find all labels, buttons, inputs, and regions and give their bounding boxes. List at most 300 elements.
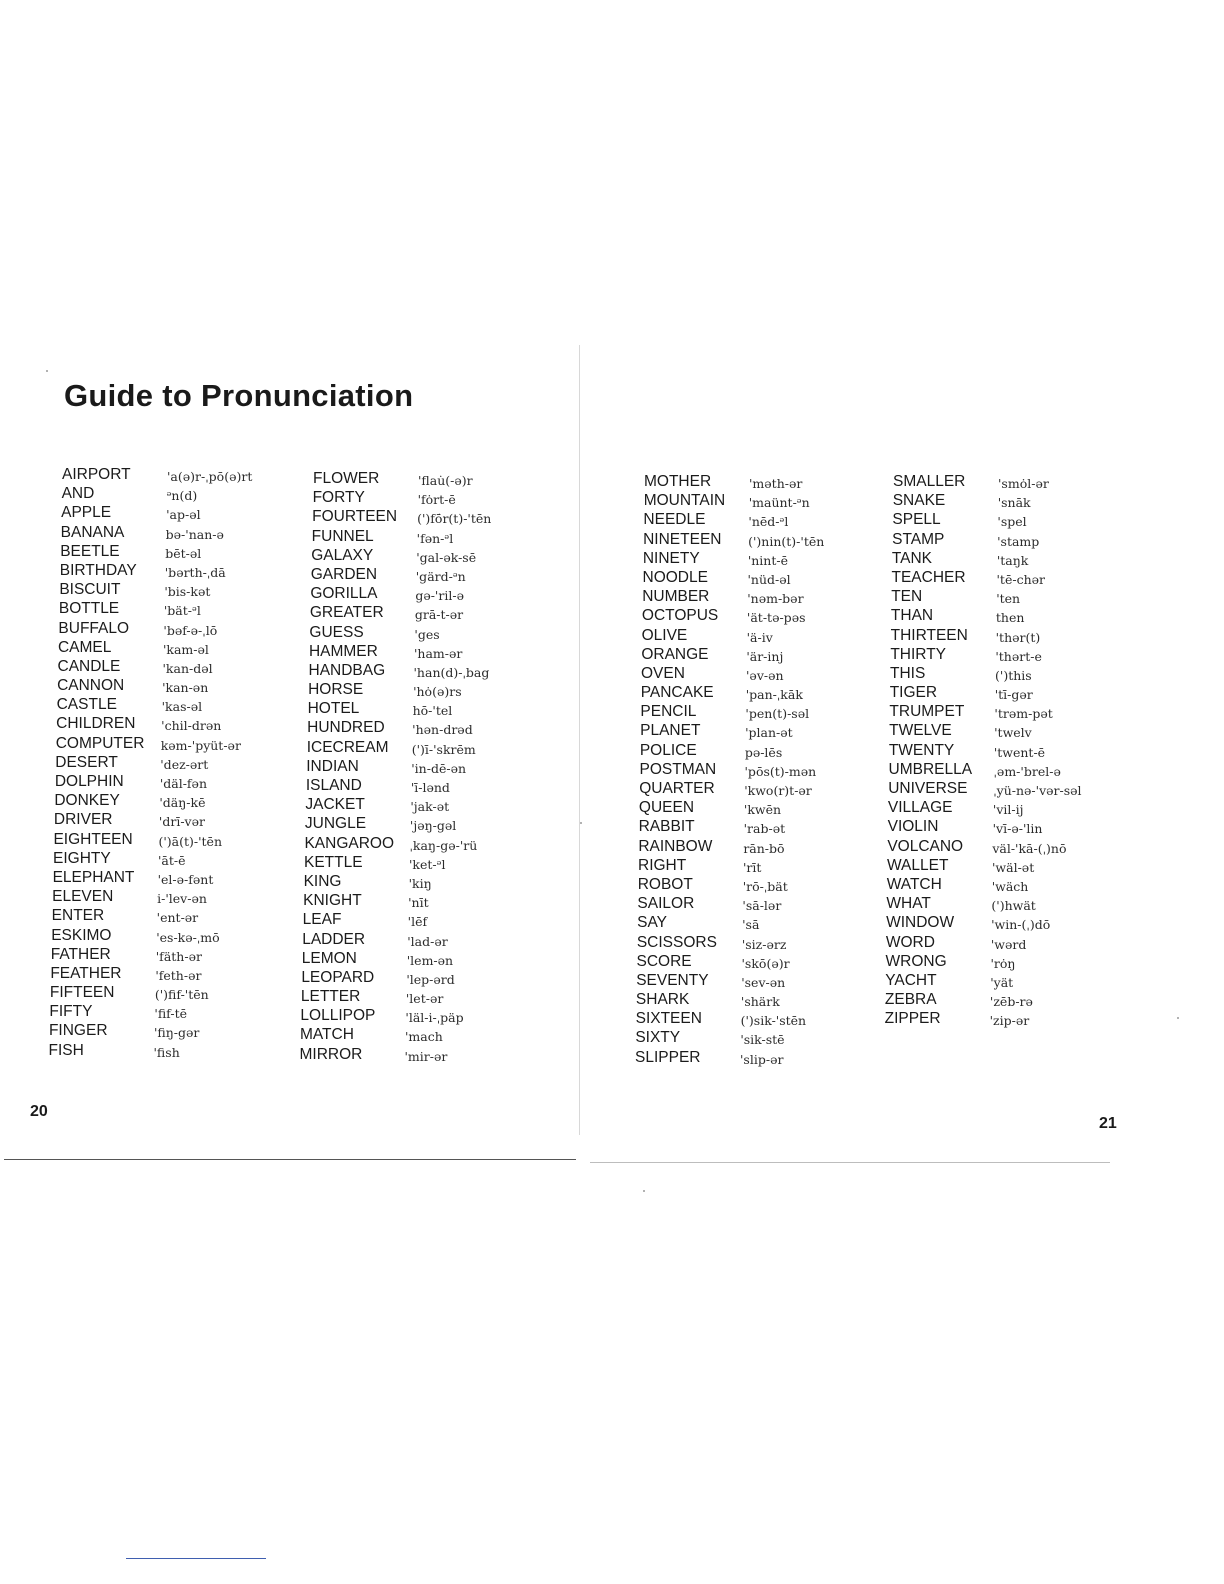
word-entry bbox=[300, 1025, 573, 1044]
entry-pronunciation: 'kan-dəl bbox=[162, 660, 213, 676]
entry-pronunciation: 'rȯŋ bbox=[990, 955, 1016, 971]
entry-pronunciation: 'läl-i-ˌpäp bbox=[405, 1010, 464, 1026]
entry-word: VILLAGE bbox=[887, 799, 953, 817]
word-entry bbox=[888, 779, 1153, 798]
word-entry bbox=[642, 587, 904, 606]
entry-pronunciation: bə-'nan-ə bbox=[165, 526, 224, 542]
entry-pronunciation: 'mach bbox=[404, 1029, 443, 1045]
entry-pronunciation: 'win-(ˌ)dō bbox=[991, 917, 1051, 933]
word-entry bbox=[52, 906, 322, 925]
entry-word: KNIGHT bbox=[303, 892, 362, 910]
word-entry bbox=[304, 834, 573, 853]
entry-pronunciation: 'ten bbox=[996, 591, 1021, 607]
entry-word: PENCIL bbox=[640, 703, 697, 721]
entry-word: RAINBOW bbox=[638, 837, 713, 855]
entry-word: FUNNEL bbox=[311, 527, 374, 545]
entry-word: CASTLE bbox=[56, 696, 117, 714]
word-entry bbox=[885, 971, 1153, 990]
entry-pronunciation: 'jəŋ-gəl bbox=[409, 818, 457, 834]
word-entry bbox=[639, 817, 904, 836]
entry-pronunciation: 'nəm-bər bbox=[747, 591, 804, 607]
word-entry bbox=[300, 1045, 574, 1064]
entry-word: OLIVE bbox=[641, 626, 688, 644]
entry-pronunciation: 'wäl-ət bbox=[992, 859, 1035, 875]
word-entry bbox=[635, 1048, 904, 1067]
word-entry bbox=[890, 645, 1153, 664]
entry-word: EIGHTEEN bbox=[53, 830, 133, 848]
entry-word: SAILOR bbox=[637, 895, 695, 913]
entry-pronunciation: 'āt-ē bbox=[158, 852, 186, 868]
word-entry bbox=[889, 760, 1154, 779]
entry-pronunciation: 'slip-ər bbox=[740, 1051, 784, 1067]
entry-word: DONKEY bbox=[54, 792, 120, 810]
entry-word: THIRTY bbox=[890, 645, 947, 663]
word-entry bbox=[312, 507, 573, 526]
word-entry bbox=[889, 721, 1153, 740]
entry-word: QUEEN bbox=[638, 799, 695, 817]
entry-pronunciation: 'taŋk bbox=[996, 552, 1029, 568]
entry-word: AND bbox=[61, 485, 95, 503]
word-entry bbox=[301, 968, 573, 987]
entry-pronunciation: ˌkaŋ-gə-'rü bbox=[409, 837, 478, 853]
entry-word: TEACHER bbox=[891, 568, 966, 586]
entry-pronunciation: 'vil-ij bbox=[992, 802, 1024, 818]
word-entry bbox=[300, 1006, 573, 1025]
word-entry bbox=[62, 465, 322, 484]
entry-word: WORD bbox=[885, 933, 935, 951]
entry-pronunciation: 'är-inj bbox=[746, 648, 784, 664]
word-entry bbox=[637, 913, 904, 932]
word-entry bbox=[641, 645, 904, 664]
entry-word: FORTY bbox=[312, 489, 365, 507]
entry-word: BISCUIT bbox=[59, 581, 121, 599]
word-entry bbox=[892, 549, 1153, 568]
entry-word: KETTLE bbox=[304, 853, 363, 871]
entry-word: ELEVEN bbox=[52, 888, 114, 906]
entry-pronunciation: 'ges bbox=[414, 626, 440, 642]
entry-word: TWELVE bbox=[889, 722, 952, 740]
entry-word: YACHT bbox=[885, 971, 937, 989]
entry-pronunciation: 'a(ə)r-ˌpō(ə)rt bbox=[167, 469, 253, 484]
entry-pronunciation: then bbox=[995, 610, 1025, 626]
entry-word: TANK bbox=[891, 549, 933, 567]
entry-pronunciation: 'fən-ᵊl bbox=[416, 530, 454, 546]
entry-word: FISH bbox=[48, 1041, 84, 1059]
entry-word: ESKIMO bbox=[51, 926, 112, 944]
word-entry bbox=[643, 510, 904, 529]
word-entry bbox=[888, 817, 1153, 836]
word-entry bbox=[892, 568, 1154, 587]
entry-pronunciation: 'sev-ən bbox=[741, 974, 786, 990]
entry-word: VIOLIN bbox=[887, 818, 939, 836]
entry-pronunciation: (')hwät bbox=[991, 898, 1036, 914]
entry-word: THAN bbox=[890, 607, 934, 625]
entry-pronunciation: 'pōs(t)-mən bbox=[744, 763, 817, 779]
entry-word: WATCH bbox=[886, 875, 942, 893]
entry-word: SEVENTY bbox=[636, 971, 709, 989]
word-entry bbox=[51, 945, 322, 964]
entry-pronunciation: i-'lev-ən bbox=[157, 891, 207, 907]
word-entry bbox=[638, 856, 904, 875]
word-entry bbox=[886, 913, 1153, 932]
entry-word: THIS bbox=[890, 664, 926, 682]
word-entry bbox=[892, 530, 1153, 549]
word-column-3 bbox=[635, 472, 904, 1067]
entry-pronunciation: 'wäch bbox=[991, 878, 1029, 894]
entry-pronunciation: 'ī-lənd bbox=[410, 780, 450, 795]
word-column-2 bbox=[299, 469, 573, 1064]
entry-word: HORSE bbox=[308, 681, 364, 699]
word-entry bbox=[892, 510, 1153, 529]
entry-word: HUNDRED bbox=[307, 719, 385, 737]
entry-pronunciation: 'snāk bbox=[997, 495, 1031, 511]
entry-word: NINETEEN bbox=[643, 530, 722, 548]
word-entry bbox=[891, 626, 1153, 645]
word-entry bbox=[642, 626, 904, 645]
word-entry bbox=[53, 830, 322, 849]
entry-word: ELEPHANT bbox=[52, 868, 135, 886]
entry-word: GORILLA bbox=[310, 585, 378, 603]
word-column-1 bbox=[48, 465, 322, 1060]
word-entry bbox=[56, 714, 322, 733]
entry-pronunciation: 'däl-fən bbox=[159, 776, 207, 791]
entry-word: SPELL bbox=[892, 511, 941, 529]
entry-pronunciation: kəm-'pyüt-ər bbox=[160, 737, 241, 753]
entry-word: NINETY bbox=[642, 549, 700, 567]
entry-word: SNAKE bbox=[892, 492, 946, 510]
word-entry bbox=[306, 757, 573, 776]
word-entry bbox=[305, 795, 573, 814]
entry-pronunciation: 'məth-ər bbox=[749, 476, 803, 491]
entry-word: BEETLE bbox=[60, 542, 120, 560]
entry-word: SIXTEEN bbox=[635, 1010, 702, 1028]
entry-pronunciation: 'nīt bbox=[408, 895, 429, 911]
entry-word: THIRTEEN bbox=[890, 626, 968, 644]
entry-word: LADDER bbox=[302, 930, 366, 948]
word-entry bbox=[886, 894, 1153, 913]
entry-pronunciation: 'kwo(r)t-ər bbox=[744, 783, 812, 798]
word-entry bbox=[59, 599, 322, 618]
entry-word: DESERT bbox=[55, 753, 118, 771]
entry-pronunciation: (')ā(t)-'tēn bbox=[158, 833, 223, 849]
entry-word: CHILDREN bbox=[56, 715, 136, 733]
word-entry bbox=[313, 488, 573, 507]
word-entry bbox=[309, 661, 574, 680]
entry-pronunciation: 'bis-kət bbox=[164, 584, 211, 600]
word-entry bbox=[637, 894, 904, 913]
entry-word: ROBOT bbox=[637, 875, 693, 893]
word-entry bbox=[640, 702, 904, 721]
entry-word: DRIVER bbox=[53, 811, 113, 829]
entry-pronunciation: 'twelv bbox=[994, 725, 1032, 741]
entry-word: CAMEL bbox=[57, 638, 112, 656]
page-number-right: 21 bbox=[1099, 1115, 1117, 1132]
word-entry bbox=[639, 779, 904, 798]
entry-pronunciation: 'drī-vər bbox=[158, 814, 205, 830]
entry-pronunciation: ᵊn(d) bbox=[166, 488, 198, 504]
entry-pronunciation: 'yät bbox=[990, 974, 1014, 990]
entry-pronunciation: väl-'kā-(ˌ)nō bbox=[992, 840, 1067, 856]
entry-pronunciation: (')nin(t)-'tēn bbox=[748, 533, 825, 549]
entry-pronunciation: bēt-əl bbox=[165, 545, 202, 561]
word-entry bbox=[643, 568, 905, 587]
word-entry bbox=[309, 623, 573, 642]
entry-word: HOTEL bbox=[307, 700, 360, 718]
word-entry bbox=[887, 837, 1153, 856]
word-entry bbox=[311, 546, 573, 565]
entry-word: LEAF bbox=[302, 911, 342, 929]
word-entry bbox=[640, 721, 904, 740]
word-entry bbox=[310, 603, 573, 622]
entry-word: ISLAND bbox=[305, 777, 362, 794]
entry-pronunciation: 'pan-ˌkāk bbox=[745, 687, 803, 703]
word-entry bbox=[50, 964, 322, 983]
entry-word: GALAXY bbox=[311, 546, 374, 564]
entry-pronunciation: 'kam-əl bbox=[162, 641, 209, 657]
word-entry bbox=[636, 990, 904, 1009]
word-entry bbox=[891, 606, 1153, 625]
word-entry bbox=[308, 680, 573, 699]
entry-pronunciation: 'ä-iv bbox=[746, 629, 773, 645]
entry-pronunciation: 'feth-ər bbox=[155, 967, 202, 983]
word-entry bbox=[889, 702, 1153, 721]
bottom-rule-right bbox=[590, 1162, 1110, 1163]
entry-pronunciation: 'rīt bbox=[743, 859, 762, 875]
entry-word: PANCAKE bbox=[640, 684, 714, 702]
entry-word: UMBRELLA bbox=[888, 760, 973, 778]
entry-word: SIXTY bbox=[635, 1029, 681, 1047]
word-entry bbox=[313, 469, 573, 488]
entry-pronunciation: 'nüd-əl bbox=[747, 571, 791, 587]
entry-pronunciation: 'rō-ˌbät bbox=[742, 878, 788, 894]
entry-pronunciation: 'pen(t)-səl bbox=[745, 706, 810, 722]
entry-pronunciation: 'smȯl-ər bbox=[998, 476, 1049, 491]
word-entry bbox=[643, 549, 904, 568]
word-entry bbox=[54, 791, 322, 810]
word-entry bbox=[886, 952, 1154, 971]
entry-word: TEN bbox=[891, 588, 923, 606]
entry-word: INDIAN bbox=[306, 757, 359, 775]
word-entry bbox=[53, 868, 322, 887]
entry-word: JUNGLE bbox=[304, 815, 367, 833]
entry-word: RIGHT bbox=[638, 856, 687, 874]
entry-pronunciation: 'chil-drən bbox=[161, 718, 222, 734]
word-entry bbox=[644, 472, 904, 491]
entry-pronunciation: (')this bbox=[995, 667, 1032, 683]
entry-word: MOUNTAIN bbox=[643, 492, 726, 510]
word-entry bbox=[58, 638, 322, 657]
entry-pronunciation: 'nēd-ᵊl bbox=[748, 514, 789, 530]
entry-word: UNIVERSE bbox=[888, 780, 968, 797]
word-entry bbox=[49, 1041, 323, 1060]
entry-pronunciation: 'əv-ən bbox=[746, 667, 784, 683]
entry-pronunciation: 'thər(t) bbox=[995, 629, 1041, 645]
entry-word: FEATHER bbox=[50, 964, 122, 982]
entry-word: NOODLE bbox=[642, 568, 708, 586]
entry-pronunciation: 'kiŋ bbox=[408, 875, 432, 891]
entry-pronunciation: 'in-dē-ən bbox=[411, 760, 467, 776]
entry-word: GARDEN bbox=[310, 565, 378, 583]
entry-pronunciation: (')sik-'stēn bbox=[740, 1013, 807, 1029]
word-entry bbox=[59, 580, 322, 599]
entry-word: SLIPPER bbox=[635, 1048, 701, 1066]
entry-pronunciation: 'siz-ərz bbox=[741, 936, 787, 952]
word-entry bbox=[303, 910, 573, 929]
page-gutter bbox=[579, 345, 580, 1135]
word-entry bbox=[637, 933, 904, 952]
word-entry bbox=[304, 872, 573, 891]
page-title: Guide to Pronunciation bbox=[64, 378, 414, 413]
entry-pronunciation: 'sā bbox=[742, 917, 760, 933]
word-entry bbox=[641, 683, 904, 702]
word-entry bbox=[638, 837, 904, 856]
word-entry bbox=[888, 798, 1153, 817]
entry-word: TWENTY bbox=[888, 741, 955, 759]
entry-pronunciation: 'rab-ət bbox=[743, 821, 786, 837]
word-entry bbox=[301, 987, 573, 1006]
entry-word: LOLLIPOP bbox=[300, 1007, 376, 1025]
word-entry bbox=[303, 891, 573, 910]
word-entry bbox=[893, 472, 1153, 491]
entry-pronunciation: 'kas-əl bbox=[161, 699, 203, 715]
word-entry bbox=[887, 856, 1153, 875]
word-entry bbox=[890, 683, 1153, 702]
entry-word: SHARK bbox=[635, 991, 690, 1009]
entry-pronunciation: 'flau̇(-ə)r bbox=[418, 473, 473, 488]
entry-word: EIGHTY bbox=[53, 849, 111, 867]
entry-word: FIFTY bbox=[49, 1003, 93, 1021]
entry-pronunciation: 'mir-ər bbox=[404, 1048, 448, 1064]
entry-pronunciation: ˌəm-'brel-ə bbox=[993, 763, 1061, 779]
entry-word: MOTHER bbox=[644, 473, 712, 490]
word-entry bbox=[890, 664, 1153, 683]
entry-pronunciation: 'fȯrt-ē bbox=[417, 492, 456, 508]
word-entry bbox=[50, 983, 322, 1002]
entry-word: JACKET bbox=[305, 796, 365, 814]
entry-pronunciation: 'tī-gər bbox=[994, 687, 1033, 703]
entry-pronunciation: 'lep-ərd bbox=[406, 971, 455, 987]
entry-word: WINDOW bbox=[886, 914, 955, 932]
scan-speck bbox=[1177, 1017, 1179, 1019]
entry-pronunciation: 'tē-chər bbox=[996, 571, 1046, 587]
entry-word: VOLCANO bbox=[887, 837, 964, 855]
entry-pronunciation: 'vī-ə-'lin bbox=[992, 821, 1043, 837]
word-entry bbox=[309, 642, 573, 661]
word-entry bbox=[887, 875, 1153, 894]
entry-pronunciation: grā-t-ər bbox=[414, 607, 464, 623]
entry-pronunciation: 'el-ə-fənt bbox=[157, 871, 214, 887]
word-entry bbox=[49, 1021, 322, 1040]
entry-pronunciation: 'plan-ət bbox=[745, 725, 793, 741]
word-entry bbox=[60, 561, 322, 580]
entry-word: BANANA bbox=[60, 523, 125, 541]
word-entry bbox=[55, 772, 322, 791]
word-entry bbox=[55, 753, 322, 772]
entry-pronunciation: 'bät-ᵊl bbox=[163, 603, 201, 619]
scan-speck bbox=[643, 1190, 645, 1192]
word-entry bbox=[302, 949, 573, 968]
entry-pronunciation: 'bəf-ə-ˌlō bbox=[163, 622, 218, 638]
word-entry bbox=[54, 810, 322, 829]
entry-pronunciation: 'ket-ᵊl bbox=[409, 856, 446, 872]
entry-pronunciation: 'gal-ək-sē bbox=[416, 549, 477, 565]
entry-pronunciation: (')ī-'skrēm bbox=[411, 741, 476, 757]
entry-pronunciation: 'han(d)-ˌbag bbox=[413, 664, 490, 680]
word-entry bbox=[56, 734, 322, 753]
entry-pronunciation: gə-'ril-ə bbox=[415, 588, 464, 604]
word-entry bbox=[52, 887, 322, 906]
word-entry bbox=[51, 926, 322, 945]
entry-word: ORANGE bbox=[641, 645, 709, 663]
scan-speck bbox=[46, 370, 48, 372]
word-entry bbox=[302, 930, 573, 949]
word-entry bbox=[636, 1009, 904, 1028]
word-entry bbox=[61, 523, 322, 542]
entry-pronunciation: 'lad-ər bbox=[407, 933, 448, 949]
entry-word: POSTMAN bbox=[639, 760, 717, 778]
entry-word: FIFTEEN bbox=[49, 984, 115, 1002]
bottom-rule-left bbox=[4, 1159, 576, 1160]
entry-pronunciation: 'spel bbox=[997, 514, 1027, 530]
entry-word: TIGER bbox=[889, 684, 938, 702]
entry-word: HAMMER bbox=[308, 642, 378, 660]
word-entry bbox=[62, 484, 322, 503]
entry-pronunciation: 'maünt-ᵊn bbox=[748, 495, 810, 511]
word-entry bbox=[637, 952, 905, 971]
entry-word: FOURTEEN bbox=[312, 508, 398, 526]
entry-word: KANGAROO bbox=[304, 834, 395, 852]
word-entry bbox=[889, 741, 1153, 760]
entry-word: SAY bbox=[637, 914, 667, 932]
entry-pronunciation: 'zēb-rə bbox=[989, 994, 1033, 1010]
entry-pronunciation: 'jak-ət bbox=[410, 799, 450, 815]
word-entry bbox=[311, 565, 573, 584]
entry-word: QUARTER bbox=[639, 780, 715, 797]
word-entry bbox=[643, 530, 904, 549]
entry-pronunciation: 'bərth-ˌdā bbox=[164, 564, 226, 580]
entry-word: WRONG bbox=[885, 952, 947, 970]
entry-pronunciation: ˌyü-nə-'vər-səl bbox=[993, 783, 1082, 798]
entry-word: SCISSORS bbox=[636, 933, 717, 951]
entry-pronunciation: 'däŋ-kē bbox=[159, 795, 206, 811]
entry-word: WHAT bbox=[886, 895, 931, 913]
entry-pronunciation: hō-'tel bbox=[412, 703, 453, 719]
entry-pronunciation: 'gärd-ᵊn bbox=[415, 568, 466, 584]
entry-pronunciation: 'fiŋ-gər bbox=[153, 1025, 200, 1041]
word-entry bbox=[60, 542, 322, 561]
entry-word: COMPUTER bbox=[55, 734, 145, 752]
word-entry bbox=[886, 933, 1153, 952]
word-entry bbox=[312, 527, 573, 546]
entry-word: POLICE bbox=[639, 741, 697, 759]
entry-word: BOTTLE bbox=[58, 600, 120, 618]
entry-pronunciation: 'sā-lər bbox=[742, 898, 782, 914]
entry-pronunciation: 'es-kə-ˌmō bbox=[156, 929, 220, 945]
entry-word: FLOWER bbox=[313, 470, 380, 487]
entry-pronunciation: 'stamp bbox=[997, 533, 1040, 549]
word-entry bbox=[306, 776, 573, 795]
scan-speck bbox=[580, 822, 582, 824]
entry-word: HANDBAG bbox=[308, 661, 386, 679]
entry-pronunciation: 'kwēn bbox=[743, 802, 782, 818]
entry-word: KING bbox=[303, 872, 342, 890]
entry-word: LEOPARD bbox=[301, 968, 375, 986]
entry-word: NEEDLE bbox=[643, 511, 706, 529]
entry-word: CANNON bbox=[57, 677, 125, 695]
word-entry bbox=[885, 990, 1153, 1009]
entry-word: ZEBRA bbox=[884, 991, 937, 1009]
word-entry bbox=[640, 760, 905, 779]
